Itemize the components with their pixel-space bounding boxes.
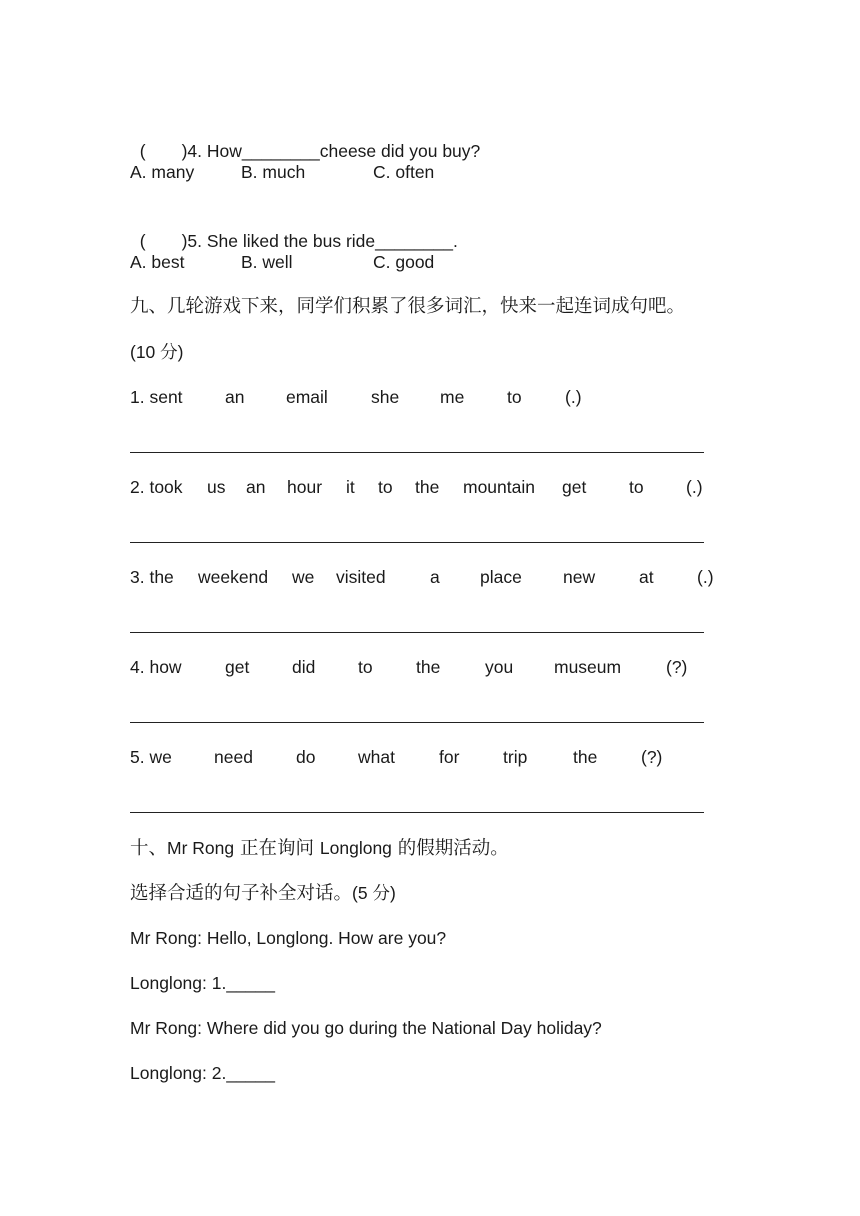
q5-option-c: C. good: [373, 252, 435, 272]
word: the: [416, 657, 441, 677]
word: (?): [666, 657, 688, 677]
section-10-mid: 正在询问: [234, 838, 320, 859]
dialogue-line-3: Mr Rong: Where did you go during the National Day holiday?: [130, 1018, 602, 1038]
section-10-heading: [130, 836, 509, 861]
section-10-score: (5 分): [352, 883, 396, 903]
word: (.): [697, 567, 714, 587]
word: a: [430, 567, 440, 587]
word: 1. sent: [130, 387, 183, 407]
word: museum: [554, 657, 622, 677]
question-5: [130, 205, 458, 253]
word: to: [629, 477, 644, 497]
instruction-text: 选择合适的句子补全对话。: [130, 883, 353, 904]
word: to: [378, 477, 393, 497]
dialogue-line-2: Longlong: 1._____: [130, 973, 275, 993]
q4-option-a: A. many: [130, 162, 195, 182]
section-10-instruction: [130, 881, 396, 906]
question-4-rest: cheese did you buy?: [319, 141, 481, 161]
word: to: [507, 387, 522, 407]
q5-option-b: B. well: [241, 252, 293, 272]
word: (?): [641, 747, 663, 767]
word: what: [358, 747, 395, 767]
word: to: [358, 657, 373, 677]
word: hour: [287, 477, 323, 497]
q5-option-a: A. best: [130, 252, 185, 272]
word: an: [246, 477, 266, 497]
section-9-score: (10 分): [130, 342, 184, 362]
word: weekend: [198, 567, 269, 587]
word: 2. took: [130, 477, 183, 497]
word: new: [563, 567, 596, 587]
word: us: [207, 477, 226, 497]
section-10-name-2: Longlong: [319, 838, 392, 858]
q4-option-c: C. often: [373, 162, 435, 182]
question-5-blank: ________: [375, 231, 454, 251]
word: (.): [686, 477, 703, 497]
answer-paren-close: ): [181, 231, 188, 251]
word: at: [639, 567, 654, 587]
dialogue-line-4: Longlong: 2._____: [130, 1063, 275, 1083]
section-10-prefix: 十、: [130, 838, 168, 859]
question-5-end: .: [453, 231, 458, 251]
section-10-name-1: Mr Rong: [167, 838, 235, 858]
word: place: [480, 567, 522, 587]
word: trip: [503, 747, 528, 767]
answer-paren-open: (: [139, 141, 146, 161]
word: 3. the: [130, 567, 174, 587]
q4-option-b: B. much: [241, 162, 306, 182]
answer-line-4[interactable]: [130, 722, 704, 723]
word: the: [573, 747, 598, 767]
word: the: [415, 477, 440, 497]
word: get: [562, 477, 587, 497]
word: for: [439, 747, 460, 767]
word: visited: [336, 567, 386, 587]
word: mountain: [463, 477, 535, 497]
answer-line-1[interactable]: [130, 452, 704, 453]
word: me: [440, 387, 465, 407]
answer-paren-open: (: [139, 231, 146, 251]
word: 5. we: [130, 747, 172, 767]
word: it: [346, 477, 355, 497]
word: she: [371, 387, 400, 407]
question-5-text: 5. She liked the bus ride: [187, 231, 376, 251]
word: get: [225, 657, 250, 677]
answer-line-5[interactable]: [130, 812, 704, 813]
question-4-number: 4. How: [187, 141, 242, 161]
word: we: [292, 567, 315, 587]
answer-paren-close: ): [181, 141, 188, 161]
word: did: [292, 657, 316, 677]
word: you: [485, 657, 514, 677]
question-4-blank: ________: [241, 141, 320, 161]
word: email: [286, 387, 328, 407]
answer-line-3[interactable]: [130, 632, 704, 633]
word: do: [296, 747, 316, 767]
dialogue-line-1: Mr Rong: Hello, Longlong. How are you?: [130, 928, 447, 948]
question-4: [130, 115, 480, 163]
word: need: [214, 747, 253, 767]
section-9-heading: 九、几轮游戏下来，同学们积累了很多词汇，快来一起连词成句吧。: [130, 296, 686, 317]
word: 4. how: [130, 657, 182, 677]
word: an: [225, 387, 245, 407]
answer-line-2[interactable]: [130, 542, 704, 543]
word: (.): [565, 387, 582, 407]
section-10-suffix: 的假期活动。: [391, 838, 509, 859]
